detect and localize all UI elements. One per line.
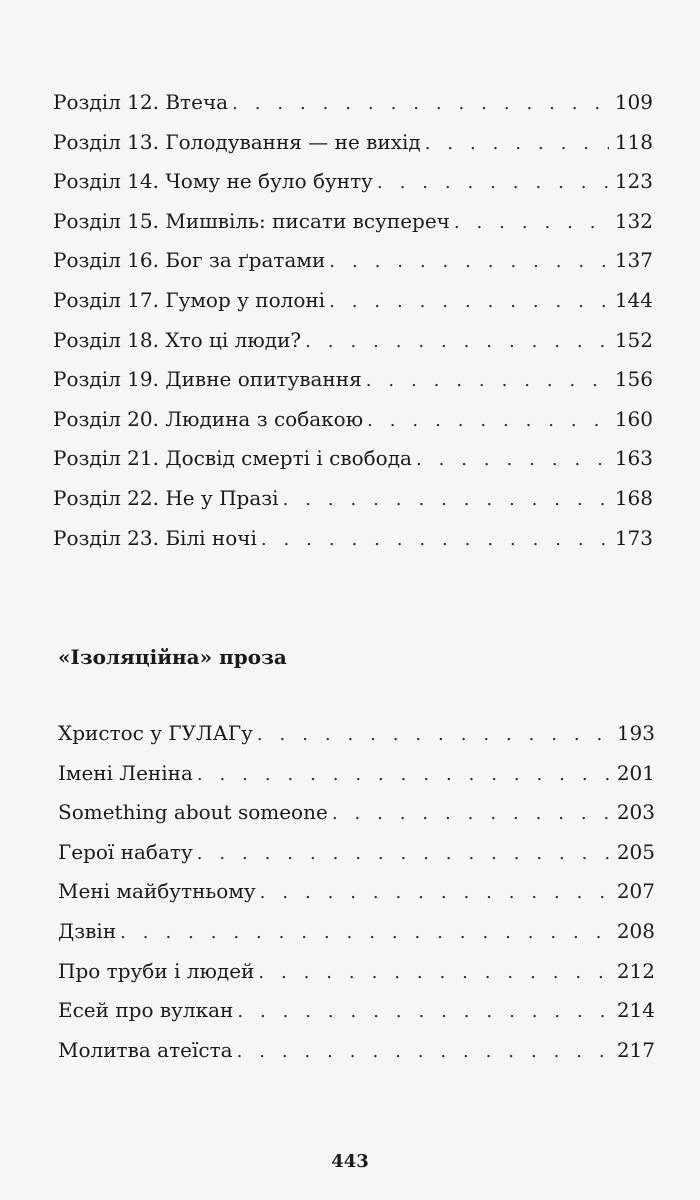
dot-leader (283, 484, 609, 516)
dot-leader (237, 1036, 611, 1068)
section-heading: «Ізоляційна» проза (58, 645, 287, 669)
toc-entry (58, 836, 655, 876)
toc-entry-page: 132 (614, 208, 653, 233)
toc-entry (53, 244, 653, 284)
dot-leader (377, 167, 609, 199)
toc-entry-title: Розділ 17. Гумор у полоні (53, 287, 326, 312)
toc-entry-title: Розділ 18. Хто ці люди? (53, 327, 302, 352)
dot-leader (258, 957, 610, 989)
toc-entry-page: 137 (614, 248, 653, 273)
toc-entry-page: 214 (616, 998, 655, 1023)
toc-entry-page: 217 (616, 1037, 655, 1062)
toc-entry (53, 205, 653, 245)
toc-entry-title: Розділ 20. Людина з собакою (53, 406, 364, 431)
toc-entry (53, 126, 653, 166)
toc-entry-title: Розділ 22. Не у Празі (53, 485, 279, 510)
dot-leader (416, 444, 609, 476)
dot-leader (197, 838, 611, 870)
toc-entry-page: 118 (614, 129, 653, 154)
toc-entry (53, 86, 653, 126)
toc-entry (58, 1034, 655, 1074)
toc-entry-page: 156 (614, 367, 653, 392)
toc-entry-title: Розділ 14. Чому не було бунту (53, 169, 373, 194)
toc-entry-page: 144 (614, 287, 653, 312)
toc-entry (53, 522, 653, 562)
toc-entry-title: Розділ 16. Бог за ґратами (53, 248, 326, 273)
dot-leader (260, 877, 611, 909)
dot-leader (367, 405, 609, 437)
toc-entry-title: Розділ 13. Голодування — не вихід (53, 129, 421, 154)
toc-entry-page: 173 (614, 525, 653, 550)
dot-leader (366, 365, 609, 397)
toc-entry (53, 324, 653, 364)
toc-entry-title: Розділ 21. Досвід смерті і свобода (53, 446, 412, 471)
toc-entry-title: Розділ 19. Дивне опитування (53, 367, 362, 392)
toc-entry (58, 994, 655, 1034)
toc-entry-title: Розділ 12. Втеча (53, 90, 229, 114)
dot-leader (329, 246, 609, 278)
toc-entry (58, 955, 655, 995)
toc-entry-page: 208 (616, 918, 655, 943)
page-number: 443 (331, 1151, 369, 1172)
toc-entry-title: Про труби і людей (58, 958, 255, 983)
toc-entry-page: 203 (616, 800, 655, 825)
dot-leader (261, 524, 609, 556)
toc-entry-page: 152 (614, 327, 653, 352)
dot-leader (454, 207, 609, 239)
toc-entry-title: Молитва атеїста (58, 1037, 233, 1062)
toc-entry (58, 915, 655, 955)
toc-entry-title: Христос у ГУЛАГу (58, 721, 253, 745)
dot-leader (305, 326, 609, 358)
toc-entry-title: Something about someone (58, 800, 328, 825)
toc-entry (58, 875, 655, 915)
toc-entry-page: 207 (616, 879, 655, 904)
dot-leader (329, 286, 609, 318)
toc-entry-page: 163 (614, 446, 653, 471)
prose-list (58, 717, 655, 1073)
toc-entry-page: 201 (616, 760, 655, 785)
toc-entry-page: 205 (616, 839, 655, 864)
toc-entry-title: Дзвін (58, 918, 117, 943)
toc-entry-title: Розділ 23. Білі ночі (53, 525, 257, 550)
toc-entry-page: 193 (616, 721, 655, 745)
dot-leader (120, 917, 611, 949)
dot-leader (425, 128, 609, 160)
chapter-list (53, 86, 653, 561)
dot-leader (332, 798, 611, 830)
toc-entry-title: Мені майбутньому (58, 879, 256, 904)
toc-entry-page: 168 (614, 485, 653, 510)
toc-entry-title: Герої набату (58, 839, 193, 864)
toc-entry-title: Імені Леніна (58, 760, 193, 785)
dot-leader (257, 719, 611, 751)
toc-entry (53, 403, 653, 443)
toc-entry (53, 284, 653, 324)
toc-entry-page: 109 (614, 90, 653, 114)
toc-entry-title: Есей про вулкан (58, 998, 234, 1023)
toc-entry (58, 796, 655, 836)
dot-leader (232, 88, 609, 120)
toc-entry-page: 160 (614, 406, 653, 431)
toc-entry (53, 363, 653, 403)
toc-entry-title: Розділ 15. Мишвіль: писати всупереч (53, 208, 450, 233)
toc-entry (53, 442, 653, 482)
dot-leader (197, 759, 611, 791)
toc-entry (58, 717, 655, 757)
dot-leader (237, 996, 610, 1028)
toc-entry (58, 757, 655, 797)
toc-entry (53, 482, 653, 522)
toc-entry (53, 165, 653, 205)
toc-entry-page: 123 (614, 169, 653, 194)
toc-entry-page: 212 (616, 958, 655, 983)
